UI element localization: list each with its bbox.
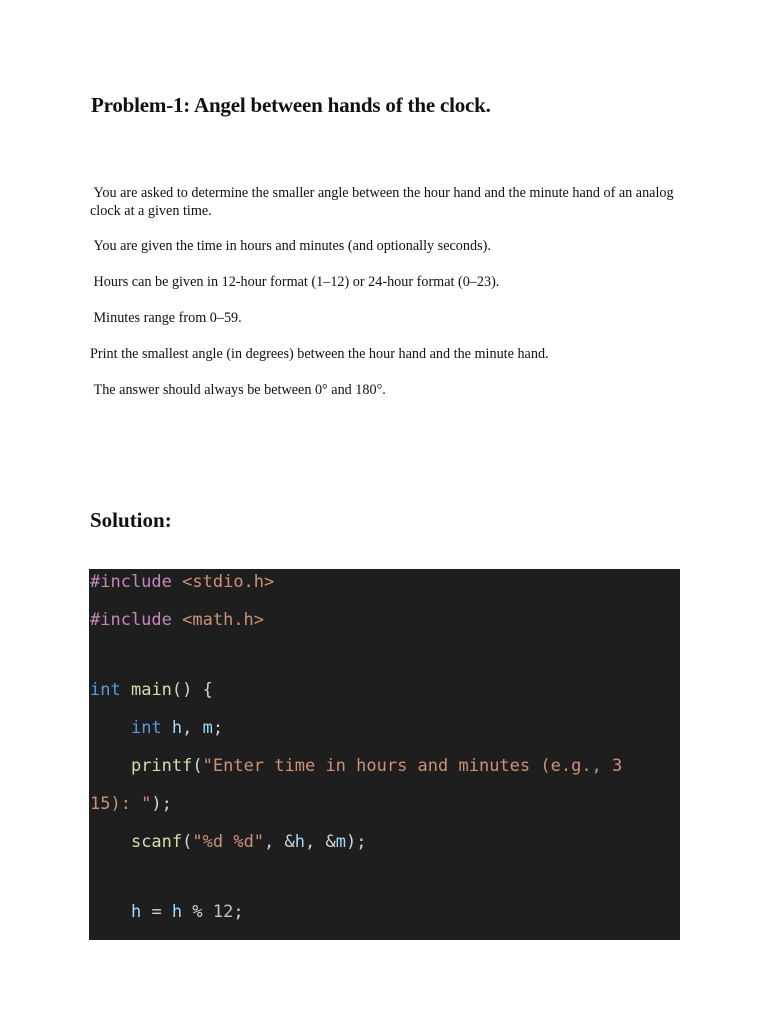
code-token bbox=[172, 610, 182, 630]
problem-paragraph: Hours can be given in 12-hour format (1–12) or 24-hour format (0–23). bbox=[90, 274, 500, 290]
problem-paragraph: You are asked to determine the smaller angle between the hour hand and the minute hand of an analog clock at a given time. bbox=[90, 185, 678, 219]
code-token: 15): " bbox=[90, 794, 152, 814]
code-token bbox=[172, 572, 182, 592]
code-line bbox=[90, 792, 172, 816]
code-token: , bbox=[182, 718, 203, 738]
code-token: h bbox=[171, 902, 183, 922]
code-token: h bbox=[130, 902, 142, 922]
code-token bbox=[162, 718, 172, 738]
code-token: 12 bbox=[212, 902, 234, 922]
problem-paragraph: Print the smallest angle (in degrees) between the hour hand and the minute hand. bbox=[90, 346, 549, 362]
code-line bbox=[90, 716, 223, 740]
code-token: () { bbox=[171, 680, 213, 700]
solution-heading: Solution: bbox=[90, 508, 172, 532]
code-token bbox=[121, 680, 131, 700]
code-line bbox=[90, 754, 622, 778]
code-token: ; bbox=[212, 718, 224, 738]
code-token: h bbox=[294, 832, 306, 852]
code-token bbox=[90, 902, 131, 922]
code-token: ( bbox=[192, 756, 203, 776]
code-token: main bbox=[130, 680, 172, 700]
code-token bbox=[90, 718, 131, 738]
code-token: m bbox=[202, 718, 213, 738]
code-token: <math.h> bbox=[182, 610, 265, 630]
problem-paragraph: You are given the time in hours and minutes (and optionally seconds). bbox=[90, 238, 491, 254]
code-token: ); bbox=[345, 832, 367, 852]
page-title: Problem-1: Angel between hands of the clock. bbox=[91, 93, 491, 117]
code-token: scanf bbox=[130, 832, 183, 852]
code-token: = bbox=[141, 902, 172, 922]
code-line bbox=[90, 830, 366, 854]
code-token bbox=[90, 832, 131, 852]
code-token: <stdio.h> bbox=[182, 572, 275, 592]
code-token: h bbox=[171, 718, 183, 738]
code-token: printf bbox=[130, 756, 193, 776]
code-token: int bbox=[90, 680, 121, 700]
code-token bbox=[90, 756, 131, 776]
code-token: , & bbox=[305, 832, 336, 852]
code-token: #include bbox=[90, 572, 172, 592]
code-token: , & bbox=[264, 832, 295, 852]
code-token: ; bbox=[233, 902, 244, 922]
code-token: ); bbox=[151, 794, 172, 814]
code-line bbox=[90, 900, 244, 924]
code-block[interactable] bbox=[89, 569, 680, 940]
code-token: % bbox=[182, 902, 213, 922]
code-line bbox=[90, 608, 264, 632]
code-token: #include bbox=[90, 610, 172, 630]
code-token: ( bbox=[182, 832, 193, 852]
code-line bbox=[90, 678, 213, 702]
problem-paragraph: The answer should always be between 0° and 180°. bbox=[90, 382, 386, 398]
code-token: int bbox=[130, 718, 162, 738]
code-token: m bbox=[335, 832, 346, 852]
code-token: "%d %d" bbox=[192, 832, 265, 852]
problem-paragraph: Minutes range from 0–59. bbox=[90, 310, 242, 326]
code-token: "Enter time in hours and minutes (e.g., 3 bbox=[202, 756, 623, 776]
code-line bbox=[90, 570, 274, 594]
